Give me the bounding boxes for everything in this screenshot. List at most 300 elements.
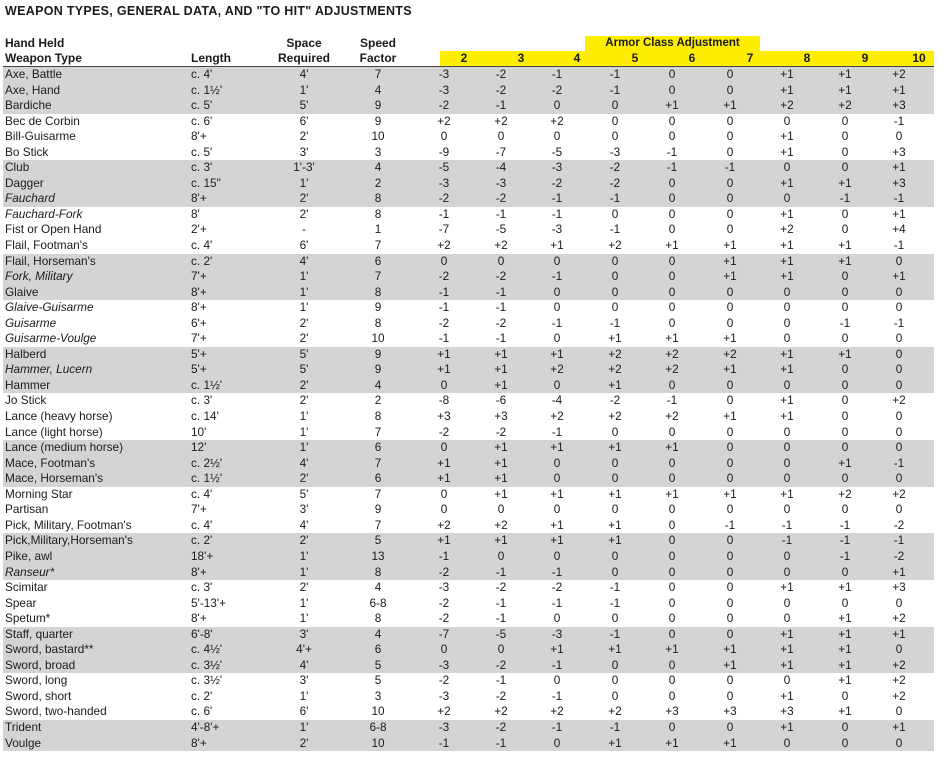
table-row [3, 378, 934, 394]
ac-adjustment-cell: +1 [892, 82, 906, 97]
ac-adjustment-cell: +3 [494, 409, 508, 424]
ac-adjustment-cell: 0 [668, 222, 676, 237]
table-row [3, 254, 934, 270]
speed-cell: 7 [374, 424, 382, 439]
ac-adjustment-cell: -2 [495, 688, 507, 703]
ac-adjustment-cell: +1 [550, 486, 564, 501]
ac-adjustment-cell: -1 [438, 284, 450, 299]
ac-adjustment-cell: -1 [438, 331, 450, 346]
ac-adjustment-cell: 0 [783, 440, 791, 455]
ac-adjustment-cell: -1 [781, 533, 793, 548]
ac-adjustment-cell: +2 [780, 222, 794, 237]
ac-adjustment-cell: -3 [551, 222, 563, 237]
length-cell: c. 2' [191, 253, 213, 268]
ac-adjustment-cell: +1 [838, 673, 852, 688]
ac-adjustment-cell: +2 [437, 517, 451, 532]
ac-adjustment-cell: -1 [495, 595, 507, 610]
ac-adjustment-cell: +1 [780, 626, 794, 641]
ac-adjustment-cell: 0 [783, 191, 791, 206]
ac-adjustment-cell: 0 [553, 377, 561, 392]
weapon-name-cell: Jo Stick [5, 393, 47, 408]
space-cell: 2' [299, 471, 309, 486]
ac-adjustment-cell: -1 [609, 719, 621, 734]
ac-adjustment-cell: 0 [841, 719, 849, 734]
ac-adjustment-cell: 0 [668, 129, 676, 144]
ac-adjustment-cell: +1 [723, 362, 737, 377]
ac-adjustment-cell: 0 [553, 611, 561, 626]
weapon-name-cell: Lance (light horse) [5, 424, 103, 439]
table-row [3, 83, 934, 99]
ac-adjustment-cell: 0 [553, 673, 561, 688]
ac-adjustment-cell: +1 [494, 533, 508, 548]
ac-adjustment-cell: 0 [726, 129, 734, 144]
ac-adjustment-cell: +2 [494, 704, 508, 719]
armor-class-group-header: Armor Class Adjustment [585, 36, 760, 51]
ac-adjustment-cell: -1 [893, 113, 905, 128]
length-cell: 18'+ [191, 548, 214, 563]
weapon-name-cell: Flail, Footman's [5, 238, 88, 253]
ac-adjustment-cell: -2 [495, 269, 507, 284]
speed-cell: 4 [374, 160, 382, 175]
speed-cell: 6-8 [369, 719, 387, 734]
ac-adjustment-cell: -1 [724, 517, 736, 532]
weapon-name-cell: Flail, Horseman's [5, 253, 96, 268]
ac-adjustment-cell: -5 [551, 144, 563, 159]
ac-adjustment-cell: -1 [495, 206, 507, 221]
ac-adjustment-cell: +2 [665, 409, 679, 424]
ac-adjustment-cell: -3 [438, 719, 450, 734]
ac-adjustment-cell: 0 [726, 455, 734, 470]
ac-adjustment-cell: +1 [838, 455, 852, 470]
ac-column-header: 10 [912, 51, 926, 65]
ac-adjustment-cell: 0 [841, 471, 849, 486]
ac-adjustment-cell: +1 [723, 642, 737, 657]
ac-adjustment-cell: -1 [495, 98, 507, 113]
table-row [3, 425, 934, 441]
ac-adjustment-cell: -1 [495, 300, 507, 315]
ac-adjustment-cell: -1 [666, 144, 678, 159]
weapon-name-cell: Hammer [5, 377, 51, 392]
ac-adjustment-cell: 0 [783, 284, 791, 299]
table-row [3, 580, 934, 596]
ac-adjustment-cell: 0 [553, 331, 561, 346]
speed-cell: 8 [374, 611, 382, 626]
length-cell: 2'+ [191, 222, 207, 237]
ac-adjustment-cell: +1 [838, 611, 852, 626]
table-row [3, 440, 934, 456]
ac-adjustment-cell: 0 [726, 440, 734, 455]
ac-adjustment-cell: +2 [437, 704, 451, 719]
weapon-name-cell: Pike, awl [5, 548, 53, 563]
ac-adjustment-cell: -1 [839, 315, 851, 330]
space-cell: 3' [299, 626, 309, 641]
ac-adjustment-cell: -2 [495, 67, 507, 81]
ac-adjustment-cell: 0 [668, 175, 676, 190]
ac-adjustment-cell: 0 [440, 642, 448, 657]
weapon-name-cell: Bo Stick [5, 144, 49, 159]
space-cell: 4' [299, 67, 309, 81]
length-cell: 10' [191, 424, 207, 439]
ac-adjustment-cell: 0 [440, 377, 448, 392]
ac-adjustment-cell: 0 [668, 377, 676, 392]
ac-column-header: 2 [460, 51, 468, 65]
table-row [3, 285, 934, 301]
ac-adjustment-cell: 0 [668, 611, 676, 626]
speed-cell: 1 [374, 222, 382, 237]
space-cell: 2' [299, 735, 309, 750]
ac-adjustment-cell: -1 [438, 300, 450, 315]
ac-adjustment-cell: 0 [841, 331, 849, 346]
space-cell: 3' [299, 502, 309, 517]
weapon-name-cell: Trident [5, 719, 42, 734]
speed-cell: 9 [374, 346, 382, 361]
table-row [3, 611, 934, 627]
ac-adjustment-cell: 0 [841, 269, 849, 284]
ac-adjustment-cell: 0 [611, 611, 619, 626]
ac-adjustment-cell: 0 [895, 735, 903, 750]
ac-adjustment-cell: 0 [668, 67, 676, 81]
table-row [3, 145, 934, 161]
ac-adjustment-cell: -2 [551, 580, 563, 595]
weapon-name-cell: Fauchard-Fork [5, 206, 83, 221]
ac-adjustment-cell: 0 [726, 580, 734, 595]
ac-adjustment-cell: -1 [495, 673, 507, 688]
ac-adjustment-cell: 0 [726, 548, 734, 563]
length-cell: c. 3½' [191, 657, 223, 672]
ac-adjustment-cell: 0 [783, 113, 791, 128]
ac-adjustment-cell: -1 [495, 611, 507, 626]
ac-adjustment-cell: +1 [892, 719, 906, 734]
weapon-name-cell: Sword, short [5, 688, 72, 703]
weapon-name-cell: Sword, long [5, 673, 68, 688]
ac-adjustment-cell: +1 [494, 471, 508, 486]
ac-adjustment-cell: +1 [780, 67, 794, 81]
ac-adjustment-cell: 0 [611, 269, 619, 284]
ac-adjustment-cell: +1 [723, 735, 737, 750]
ac-adjustment-cell: +1 [780, 175, 794, 190]
ac-adjustment-cell: +1 [838, 346, 852, 361]
ac-adjustment-cell: 0 [783, 471, 791, 486]
ac-adjustment-cell: +1 [665, 486, 679, 501]
weapon-name-cell: Fist or Open Hand [5, 222, 102, 237]
weapon-name-cell: Ranseur* [5, 564, 55, 579]
table-row [3, 736, 934, 752]
weapon-name-cell: Pick, Military, Footman's [5, 517, 132, 532]
ac-adjustment-cell: -1 [551, 688, 563, 703]
table-row [3, 533, 934, 549]
space-cell: 5' [299, 486, 309, 501]
speed-cell: 4 [374, 626, 382, 641]
length-cell: c. 5' [191, 144, 213, 159]
ac-adjustment-cell: 0 [440, 440, 448, 455]
ac-adjustment-cell: -5 [438, 160, 450, 175]
ac-adjustment-cell: +2 [494, 113, 508, 128]
ac-adjustment-cell: -1 [666, 393, 678, 408]
speed-cell: 8 [374, 191, 382, 206]
ac-adjustment-cell: 0 [668, 455, 676, 470]
ac-adjustment-cell: 0 [553, 471, 561, 486]
table-row [3, 129, 934, 145]
ac-adjustment-cell: 0 [726, 673, 734, 688]
ac-adjustment-cell: +1 [665, 440, 679, 455]
ac-adjustment-cell: 0 [668, 502, 676, 517]
ac-adjustment-cell: +2 [838, 98, 852, 113]
space-cell: 6' [299, 704, 309, 719]
length-cell: c. 6' [191, 704, 213, 719]
ac-adjustment-cell: 0 [668, 595, 676, 610]
ac-adjustment-cell: +1 [608, 533, 622, 548]
ac-adjustment-cell: 0 [783, 735, 791, 750]
length-cell: c. 4' [191, 238, 213, 253]
ac-adjustment-cell: 0 [841, 424, 849, 439]
ac-adjustment-cell: 0 [726, 191, 734, 206]
ac-adjustment-cell: -7 [438, 626, 450, 641]
weapon-name-cell: Lance (heavy horse) [5, 409, 113, 424]
ac-adjustment-cell: +1 [608, 517, 622, 532]
ac-adjustment-cell: 0 [895, 595, 903, 610]
ac-adjustment-cell: 0 [841, 300, 849, 315]
length-cell: c. 2' [191, 533, 213, 548]
space-cell: 1' [299, 409, 309, 424]
ac-column-header: 4 [573, 51, 581, 65]
ac-adjustment-cell: +1 [780, 362, 794, 377]
ac-adjustment-cell: 0 [497, 548, 505, 563]
space-header-line2: Required [277, 51, 330, 65]
ac-adjustment-cell: +1 [665, 331, 679, 346]
speed-cell: 7 [374, 455, 382, 470]
ac-adjustment-cell: -8 [438, 393, 450, 408]
weapon-name-cell: Bardiche [5, 98, 52, 113]
ac-adjustment-cell: 0 [726, 393, 734, 408]
length-cell: 8'+ [191, 129, 207, 144]
ac-adjustment-cell: 0 [895, 129, 903, 144]
ac-adjustment-cell: 0 [841, 564, 849, 579]
ac-adjustment-cell: -1 [551, 206, 563, 221]
ac-adjustment-cell: -9 [438, 144, 450, 159]
ac-adjustment-cell: +1 [780, 82, 794, 97]
table-row [3, 347, 934, 363]
table-row [3, 673, 934, 689]
weapon-header-line1: Hand Held [5, 36, 65, 50]
ac-adjustment-cell: 0 [553, 253, 561, 268]
space-cell: 4' [299, 455, 309, 470]
ac-adjustment-cell: -3 [438, 657, 450, 672]
ac-adjustment-cell: +3 [892, 144, 906, 159]
ac-adjustment-cell: -2 [438, 269, 450, 284]
ac-adjustment-cell: +1 [437, 533, 451, 548]
weapon-name-cell: Voulge [5, 735, 42, 750]
ac-adjustment-cell: 0 [668, 253, 676, 268]
ac-adjustment-cell: 0 [726, 82, 734, 97]
ac-adjustment-cell: 0 [726, 688, 734, 703]
ac-adjustment-cell: 0 [553, 502, 561, 517]
ac-adjustment-cell: 0 [841, 393, 849, 408]
ac-adjustment-cell: -1 [893, 533, 905, 548]
ac-adjustment-cell: 0 [726, 611, 734, 626]
table-row [3, 269, 934, 285]
ac-adjustment-cell: -2 [551, 175, 563, 190]
ac-adjustment-cell: 0 [611, 284, 619, 299]
ac-adjustment-cell: -1 [893, 315, 905, 330]
ac-adjustment-cell: +1 [838, 253, 852, 268]
table-row [3, 658, 934, 674]
table-row [3, 642, 934, 658]
ac-adjustment-cell: +1 [780, 486, 794, 501]
ac-adjustment-cell: +1 [550, 642, 564, 657]
ac-adjustment-cell: 0 [668, 284, 676, 299]
ac-adjustment-cell: +3 [780, 704, 794, 719]
speed-cell: 8 [374, 564, 382, 579]
ac-adjustment-cell: -1 [724, 160, 736, 175]
speed-cell: 10 [371, 331, 385, 346]
ac-adjustment-cell: +1 [892, 160, 906, 175]
ac-adjustment-cell: +2 [550, 113, 564, 128]
ac-adjustment-cell: -2 [893, 517, 905, 532]
speed-cell: 7 [374, 238, 382, 253]
ac-adjustment-cell: 0 [611, 253, 619, 268]
space-cell: 5' [299, 346, 309, 361]
speed-cell: 4 [374, 377, 382, 392]
speed-cell: 6 [374, 642, 382, 657]
ac-adjustment-cell: 0 [841, 409, 849, 424]
ac-adjustment-cell: 0 [668, 471, 676, 486]
speed-cell: 10 [371, 704, 385, 719]
speed-cell: 2 [374, 175, 382, 190]
ac-adjustment-cell: -1 [839, 517, 851, 532]
ac-adjustment-cell: -1 [438, 548, 450, 563]
ac-adjustment-cell: +1 [838, 238, 852, 253]
speed-cell: 6-8 [369, 595, 387, 610]
ac-adjustment-cell: -1 [609, 626, 621, 641]
space-cell: 3' [299, 673, 309, 688]
ac-adjustment-cell: 0 [841, 688, 849, 703]
table-row [3, 67, 934, 83]
ac-adjustment-cell: +1 [494, 455, 508, 470]
length-cell: 8'+ [191, 564, 207, 579]
ac-adjustment-cell: -1 [551, 595, 563, 610]
speed-cell: 10 [371, 129, 385, 144]
ac-adjustment-cell: 0 [611, 548, 619, 563]
length-cell: 4'-8'+ [191, 719, 220, 734]
table-row [3, 191, 934, 207]
ac-adjustment-cell: -2 [438, 564, 450, 579]
length-cell: 8'+ [191, 284, 207, 299]
ac-adjustment-cell: +2 [892, 688, 906, 703]
ac-adjustment-cell: +2 [892, 657, 906, 672]
ac-adjustment-cell: -2 [495, 657, 507, 672]
ac-adjustment-cell: 0 [611, 471, 619, 486]
ac-adjustment-cell: 0 [783, 455, 791, 470]
ac-adjustment-cell: +3 [723, 704, 737, 719]
ac-adjustment-cell: +1 [550, 238, 564, 253]
ac-adjustment-cell: +1 [780, 642, 794, 657]
ac-adjustment-cell: -3 [438, 688, 450, 703]
ac-column-header: 3 [517, 51, 525, 65]
ac-adjustment-cell: +1 [723, 409, 737, 424]
space-cell: 5' [299, 98, 309, 113]
weapon-name-cell: Axe, Battle [5, 67, 63, 81]
ac-column-header: 6 [688, 51, 696, 65]
ac-adjustment-cell: 0 [895, 331, 903, 346]
ac-adjustment-cell: +2 [494, 238, 508, 253]
ac-adjustment-cell: +1 [437, 455, 451, 470]
ac-adjustment-cell: 0 [668, 564, 676, 579]
ac-adjustment-cell: 0 [440, 129, 448, 144]
ac-adjustment-cell: 0 [611, 98, 619, 113]
weapon-name-cell: Scimitar [5, 580, 48, 595]
ac-adjustment-cell: -1 [609, 580, 621, 595]
speed-cell: 8 [374, 284, 382, 299]
ac-adjustment-cell: 0 [726, 315, 734, 330]
length-cell: 12' [191, 440, 207, 455]
ac-adjustment-cell: 0 [841, 144, 849, 159]
ac-adjustment-cell: 0 [668, 113, 676, 128]
ac-adjustment-cell: -1 [551, 719, 563, 734]
space-cell: 3' [299, 144, 309, 159]
ac-adjustment-cell: +1 [838, 67, 852, 81]
weapon-name-cell: Staff, quarter [5, 626, 73, 641]
length-cell: c. 4' [191, 517, 213, 532]
ac-adjustment-cell: +2 [892, 611, 906, 626]
table-row [3, 409, 934, 425]
ac-adjustment-cell: -1 [839, 533, 851, 548]
ac-adjustment-cell: 0 [553, 129, 561, 144]
ac-adjustment-cell: 0 [726, 424, 734, 439]
ac-adjustment-cell: +2 [550, 704, 564, 719]
ac-adjustment-cell: +1 [608, 331, 622, 346]
table-title: WEAPON TYPES, GENERAL DATA, AND "TO HIT" ADJUSTMENTS [5, 4, 412, 18]
ac-adjustment-cell: 0 [841, 129, 849, 144]
weapon-name-cell: Sword, broad [5, 657, 76, 672]
ac-adjustment-cell: +1 [838, 642, 852, 657]
ac-adjustment-cell: 0 [726, 719, 734, 734]
length-cell: c. 2' [191, 688, 213, 703]
space-cell: 1' [299, 611, 309, 626]
ac-adjustment-cell: -6 [495, 393, 507, 408]
ac-adjustment-cell: 0 [895, 502, 903, 517]
ac-adjustment-cell: +1 [780, 238, 794, 253]
ac-adjustment-cell: -1 [609, 67, 621, 81]
table-row [3, 596, 934, 612]
speed-cell: 9 [374, 98, 382, 113]
ac-adjustment-cell: +1 [780, 657, 794, 672]
ac-adjustment-cell: +2 [665, 362, 679, 377]
ac-adjustment-cell: +2 [892, 486, 906, 501]
ac-adjustment-cell: -3 [438, 175, 450, 190]
ac-adjustment-cell: 0 [726, 284, 734, 299]
ac-adjustment-cell: 0 [440, 253, 448, 268]
ac-adjustment-cell: +1 [608, 486, 622, 501]
space-cell: 2' [299, 377, 309, 392]
ac-adjustment-cell: -1 [495, 735, 507, 750]
ac-adjustment-cell: +1 [780, 393, 794, 408]
table-row [3, 549, 934, 565]
ac-adjustment-cell: 0 [611, 129, 619, 144]
ac-adjustment-cell: 0 [895, 704, 903, 719]
ac-adjustment-cell: -1 [781, 517, 793, 532]
ac-adjustment-cell: +1 [838, 175, 852, 190]
weapon-name-cell: Spetum* [5, 611, 51, 626]
ac-adjustment-cell: 0 [841, 206, 849, 221]
ac-adjustment-cell: +1 [494, 440, 508, 455]
ac-adjustment-cell: +1 [723, 657, 737, 672]
space-cell: 1'-3' [293, 160, 315, 175]
ac-adjustment-cell: 0 [726, 222, 734, 237]
ac-adjustment-cell: 0 [841, 160, 849, 175]
ac-adjustment-cell: 0 [668, 300, 676, 315]
table-row [3, 222, 934, 238]
ac-adjustment-cell: +1 [892, 206, 906, 221]
